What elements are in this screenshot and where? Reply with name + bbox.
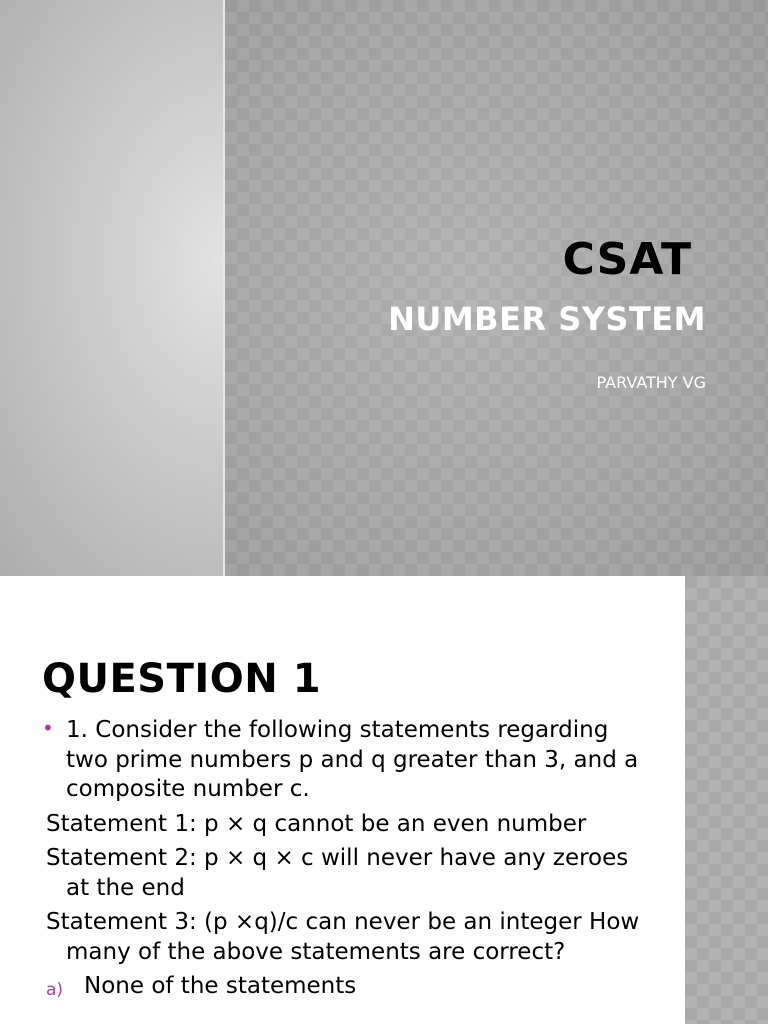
statement-3: Statement 3: (p ×q)/c can never be an integer How many of the above statements are correct? bbox=[46, 909, 640, 965]
option-a-letter: a) bbox=[46, 980, 64, 1000]
option-a-text: None of the statements bbox=[84, 973, 357, 999]
question-intro-text: 1. Consider the following statements regarding two prime numbers p and q greater than 3, and a composite number c. bbox=[66, 717, 639, 802]
question-body bbox=[42, 716, 646, 1002]
question-slide bbox=[0, 576, 768, 1024]
bullet-icon: • bbox=[42, 716, 54, 740]
option-a bbox=[46, 972, 646, 1002]
title-slide-left-panel bbox=[0, 0, 223, 576]
presentation-subtitle: NUMBER SYSTEM bbox=[388, 300, 706, 338]
question-heading: QUESTION 1 bbox=[42, 656, 322, 702]
author-name: PARVATHY VG bbox=[596, 373, 706, 392]
presentation-title: CSAT bbox=[562, 234, 692, 285]
statement-2: Statement 2: p × q × c will never have any zeroes at the end bbox=[46, 845, 629, 901]
question-intro-item bbox=[42, 716, 646, 805]
statement-1: Statement 1: p × q cannot be an even number bbox=[46, 810, 587, 837]
title-slide-right-panel bbox=[225, 0, 768, 576]
question-slide-side-panel bbox=[685, 576, 768, 1024]
